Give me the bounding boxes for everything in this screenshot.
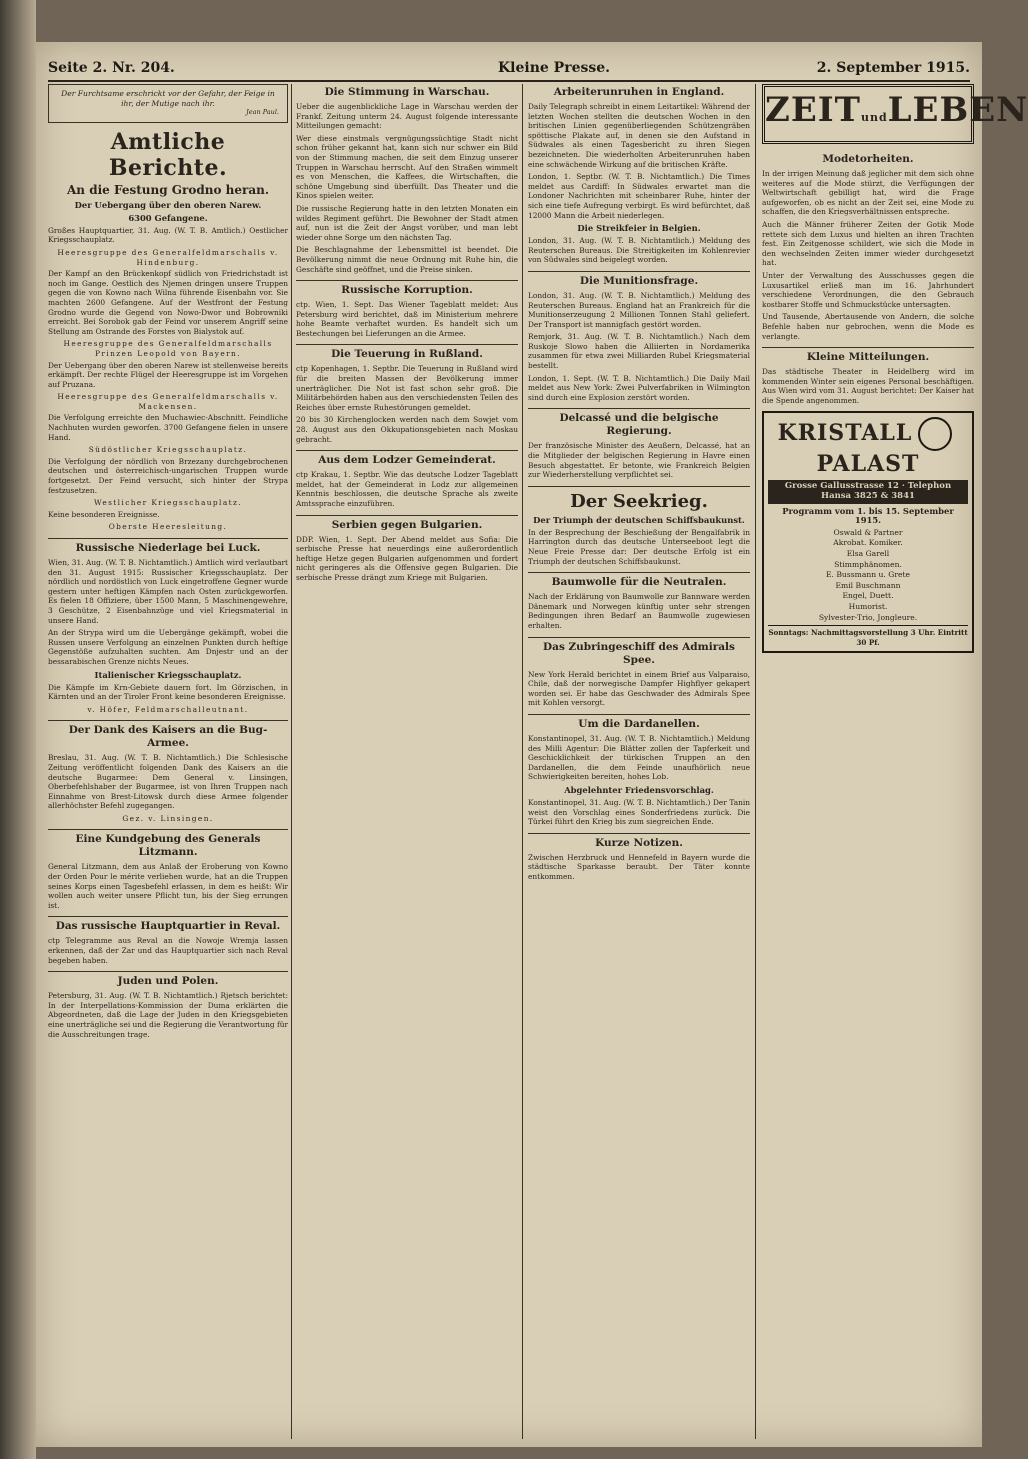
article-text: Wer diese einstmals vergnügungssüchtige Stadt nicht schon früher gekannt hat, kann sich nur schwer ein Bild von der Stimmung machen, die seit dem Einzug unserer Truppen in Warschau herrscht. Auf den Straßen wimmelt es von Menschen, die Kaffees, die Wirtschaften, die schöne Umgebung sind überfüllt. Das Theater und die Kinos spielen weiter. (296, 133, 518, 201)
article-text: Der Uebergang über den oberen Narew ist stellenweise bereits erkämpft. Der rechte Flügel der Heeresgruppe ist im Vorgehen auf Pruzana. (48, 360, 288, 389)
page-number: Seite 2. Nr. 204. (48, 60, 175, 76)
article-text: Daily Telegraph schreibt in einem Leitartikel: Während der letzten Wochen stellten die deutschen Wochen in den britischen Linien gegenüberliegenden Schützengräben spöttische Plakate auf, in denen sie den Aufstand in Südwales als einen Tagesbericht zu ihren Siegen bezeichneten. Die wiederholten Arbeiterunruhen haben eine schwächende Wirkung auf die britischen Kräfte. (528, 102, 750, 169)
headline: Juden und Polen. (48, 971, 288, 988)
zeit-und-leben-banner (762, 84, 1028, 144)
headline: Kurze Notizen. (528, 833, 750, 850)
headline: Die Teuerung in Rußland. (296, 344, 518, 361)
ad-line: Emil Buschmann (835, 580, 901, 590)
article-text: Die russische Regierung hatte in den letzten Monaten ein wildes Regiment geführt. Die Bewohner der Stadt atmen auf, nun ist die Zeit der Angst vorüber, und man lebt wieder ohne Sorge um den nächsten Tag. (296, 203, 518, 242)
article-text: In der Besprechung der Beschießung der Bengalfabrik in Harrington durch das deutsche Unterseeboot legt die Neue Freie Presse dar: Der deutsche Erfolg ist ein Triumph der deutschen Schiffsbaukunst. (528, 527, 750, 566)
article-text: ctp. Wien, 1. Sept. Das Wiener Tageblatt meldet: Aus Petersburg wird berichtet, daß im Ministerium mehrere hohe Beamte verhaftet wurden. Es handelt sich um Bestechungen bei Lieferungen an die Armee. (296, 300, 518, 338)
column-3 (528, 84, 750, 1439)
article-text: DDP. Wien, 1. Sept. Der Abend meldet aus Sofia: Die serbische Presse hat neuerdings eine außerordentlich heftige Hetze gegen Bulgarien aufgenommen und fordert nicht geringeres als die Offensive gegen Bulgarien. Die serbische Presse drängt zum Kriege mit Bulgarien. (296, 534, 518, 582)
article-text: London, 1. Septbr. (W. T. B. Nichtamtlich.) Die Times meldet aus Cardiff: In Südwales erwartet man die Londoner Nachrichten mit scheinbarer Ruhe, hinter der sich eine tiefe Aufregung verbirgt. Es wird befürchtet, daß 12000 Mann die Arbeit niederlegen. (528, 172, 750, 220)
article-text: Die Verfolgung erreichte den Muchawiec-Abschnitt. Feindliche Nachhuten wurden geworfen. 3700 Gefangene fielen in unsere Hand. (48, 413, 288, 442)
article-text: Ueber die augenblickliche Lage in Warschau werden der Frankf. Zeitung unterm 24. August folgende interessante Mitteilungen gemacht: (296, 102, 518, 131)
ad-line: Stimmphänomen. (834, 559, 902, 569)
article-text: Unter der Verwaltung des Ausschusses gegen die Luxusartikel erließ man im 16. Jahrhundert verschiedene Verordnungen, die den Gebrauch kostbarer Stoffe und Schmuckstücke untersagten. (762, 270, 974, 309)
subheadline: 6300 Gefangene. (128, 212, 208, 223)
ad-line: Elsa Garell (846, 549, 890, 559)
ad-line: Akrobat. Komiker. (833, 538, 903, 548)
signature: v. Höfer, Feldmarschalleutnant. (87, 704, 249, 714)
article-text: Die Verfolgung der nördlich von Brzezany durchgebrochenen deutschen und österreichisch-ungarischen Truppen wurde fortgesetzt. Der Feind versucht, sich hinter der Strypa festzusetzen. (48, 456, 288, 495)
article-text: General Litzmann, dem aus Anlaß der Eroberung von Kowno der Orden Pour le mérite verliehen wurde, hat an die Truppen seines Korps einen Tagesbefehl erlassen, in dem es heißt: Wir wollen auch weiter unsere Pflicht tun, bis der Sieg errungen ist. (48, 862, 288, 910)
article-text: Breslau, 31. Aug. (W. T. B. Nichtamtlich.) Die Schlesische Zeitung veröffentlicht folgenden Dank des Kaisers an die deutsche Bugarmee: Dem General v. Linsingen, Oberbefehlshaber der Bugarmee, ist von Ihren Truppen nach Einnahme von Brest-Litowsk durch diese Armee folgender allerhöchster Befehl zugegangen. (48, 753, 288, 811)
ad-address: Grosse Gallusstrasse 12 · Telephon Hansa 3825 & 3841 (768, 480, 968, 503)
subheadline: Der Uebergang über den oberen Narew. (74, 199, 262, 210)
headline: Serbien gegen Bulgarien. (296, 515, 518, 532)
article-text: Wien, 31. Aug. (W. T. B. Nichtamtlich.) Amtlich wird verlautbart den 31. August 1915: Russischer Kriegsschauplatz. Der nördlich und nordöstlich von Luck eingetroffene Gegner wurde gestern unter heftigen Kämpfen nach Osten zurückgeworfen. Es fielen 18 Offiziere, über 1500 Mann, 5 Maschinengewehre, 3 Geschütze, 2 Eisenbahnzüge und viel Kriegsmaterial in unsere Hand. (48, 558, 288, 625)
ad-line: Sylvester-Trio, Jongleure. (818, 612, 918, 622)
front-label: Heeresgruppe des Generalfeldmarschalls v. Mackensen. (57, 392, 279, 411)
article-text: Keine besonderen Ereignisse. (48, 509, 160, 519)
article-text: An der Strypa wird um die Uebergänge gekämpft, wobei die Russen unsere Verfolgung an einzelnen Punkten durch heftige Gegenstöße aufzuhalten suchten. Am Dnjestr und an der bessarabischen Grenze nichts Neues. (48, 628, 288, 666)
article-text: Die Beschlagnahme der Lebensmittel ist beendet. Die Bevölkerung nimmt die neue Ordnung mit Ruhe hin, die Geschäfte sind geöffnet, und die Preise sinken. (296, 245, 518, 274)
article-text: ctp Kopenhagen, 1. Septbr. Die Teuerung in Rußland wird für die breiten Massen der Bevölkerung immer unerträglicher. Die Not ist fast schon sehr groß. Die Militärbehörden haben aus den verschiedensten Teilen des Reiches über ernste Ruhestörungen gemeldet. (296, 364, 518, 412)
ad-line: Engel, Duett. (842, 591, 894, 601)
page-header (48, 58, 970, 82)
section-title: Amtliche Berichte. (108, 128, 228, 181)
headline: Das russische Hauptquartier in Reval. (48, 916, 288, 933)
ad-title-part: PALAST (816, 451, 920, 478)
headline: Die Munitionsfrage. (528, 271, 750, 288)
signature: Gez. v. Linsingen. (122, 813, 214, 823)
banner-word: ZEIT (765, 90, 861, 130)
headline: Baumwolle für die Neutralen. (528, 572, 750, 589)
article-text: Der französische Minister des Aeußern, Delcassé, hat an die Mitglieder der belgischen Regierung in Havre einen Besuch abgestattet. Er betonte, wie Frankreich Belgien zur Wiederherstellung verpflichtet sei. (528, 441, 750, 480)
article-text: Und Tausende, Abertausende von Andern, die solche Befehle haben nur gebrochen, wenn die Mode es verlangte. (762, 312, 974, 341)
headline: Delcassé und die belgische Regierung. (528, 408, 750, 438)
article-text: London, 1. Sept. (W. T. B. Nichtamtlich.) Die Daily Mail meldet aus New York: Zwei Pulverfabriken in Wilmington sind durch eine Explosion zerstört worden. (528, 373, 750, 402)
article-text: Die Kämpfe im Krn-Gebiete dauern fort. Im Görzischen, in Kärnten und an der Tiroler Front keine besonderen Ereignisse. (48, 682, 288, 702)
subheadline: Italienischer Kriegsschauplatz. (94, 669, 242, 680)
article-text: Zwischen Herzbruck und Hennefeld in Bayern wurde die städtische Sparkasse beraubt. Der Täter konnte entkommen. (528, 852, 750, 881)
article-text: London, 31. Aug. (W. T. B. Nichtamtlich.) Meldung des Reuterschen Bureaus. England hat an Frankreich für die Munitionserzeugung 2 Millionen Tonnen Stahl geliefert. Der Transport ist mannigfach gestört worden. (528, 290, 750, 329)
article-text: In der irrigen Meinung daß jeglicher mit dem sich ohne weiteres auf die Mode stürzt, die Verfügungen der Weltwirtschaft gebilligt hat, wird die Frage aufgeworfen, ob es nicht an der Zeit sei, eine Mode zu schaffen, die den Kriegsverhältnissen entspreche. (762, 169, 974, 217)
article-text: London, 31. Aug. (W. T. B. Nichtamtlich.) Meldung des Reuterschen Bureaus. Die Streitigkeiten im Kohlenrevier von Südwales sind beigelegt worden. (528, 236, 750, 265)
masthead: Kleine Presse. (498, 60, 611, 76)
ad-line: E. Bussmann u. Grete (825, 570, 910, 580)
column-rule (755, 84, 756, 1439)
front-label: Heeresgruppe des Generalfeldmarschalls v. Hindenburg. (57, 247, 279, 267)
article-text: New York Herald berichtet in einem Brief aus Valparaiso, Chile, daß der norwegische Dampfer Highflyer gekapert worden sei. Er habe das Geschwader des Admirals Spee mit Kohlen versorgt. (528, 669, 750, 708)
clock-icon (918, 417, 952, 451)
headline: Aus dem Lodzer Gemeinderat. (296, 450, 518, 467)
kristall-palast-ad (762, 411, 974, 653)
column-4 (762, 84, 1028, 1439)
ad-title (768, 417, 968, 477)
article-text: Remjork, 31. Aug. (W. T. B. Nichtamtlich.) Nach dem Ruskoje Slowo haben die Alliierten in Nordamerika zusammen für etwa zwei Milliarden Rubel Kriegsmaterial bestellt. (528, 332, 750, 371)
ad-line: Humorist. (848, 602, 888, 611)
headline: An die Festung Grodno heran. (66, 182, 270, 197)
subheadline: Die Streikfeier in Belgien. (577, 223, 701, 234)
book-binding (0, 0, 36, 1459)
headline: Kleine Mitteilungen. (762, 347, 974, 364)
subheadline: Der Triumph der deutschen Schiffsbaukunst. (533, 514, 745, 525)
motto-box (48, 84, 288, 123)
article-text: 20 bis 30 Kirchenglocken werden nach dem Sowjet vom 28. August aus den Okkupationsgebieten nach Moskau gebracht. (296, 415, 518, 444)
headline: Modetorheiten. (822, 153, 914, 165)
headline: Die Stimmung in Warschau. (324, 86, 490, 98)
article-text: Konstantinopel, 31. Aug. (W. T. B. Nichtamtlich.) Der Tanin weist den Vorschlag eines Sonderfriedens zurück. Die Türkei führt den Krieg bis zum siegreichen Ende. (528, 797, 750, 827)
headline-large: Der Seekrieg. (528, 486, 750, 513)
column-rule (291, 84, 292, 1439)
ad-program: Programm vom 1. bis 15. September 1915. (782, 505, 954, 526)
front-label: Heeresgruppe des Generalfeldmarschalls Prinzen Leopold von Bayern. (63, 339, 273, 358)
column-1 (48, 84, 288, 1439)
ad-title-part: KRISTALL (777, 420, 913, 447)
article-text: Konstantinopel, 31. Aug. (W. T. B. Nichtamtlich.) Meldung des Milli Agentur: Die Blätter zollen der Tapferkeit und Geschicklichkeit der türkischen Truppen an den Dardanellen, die dem Feinde unaufhörlich neue Schwierigkeiten bereiten, hohes Lob. (528, 733, 750, 782)
article-text: Der Kampf an den Brückenkopf südlich von Friedrichstadt ist noch im Gange. Oestlich des Njemen dringen unsere Truppen gegen die von Kowno nach Wilna führende Eisenbahn vor. Sie machten 2600 Gefangene. Auf der Westfront der Festung Grodno wurde die Gegend von Nowo-Dwor und Bobrowniki erreicht. Bei Sorobok gab der Feind vor unserem Angriff seine Stellung am Ostrande des Forstes von Bialystok auf. (48, 269, 288, 336)
headline: Das Zubringeschiff des Admirals Spee. (528, 637, 750, 667)
article-text: Großes Hauptquartier, 31. Aug. (W. T. B. Amtlich.) Oestlicher Kriegsschauplatz. (48, 225, 288, 245)
article-text: Das städtische Theater in Heidelberg wird im kommenden Winter sein eigenes Personal beschäftigen. Aus Wien wird vom 31. August berichtet: Der Kaiser hat die Spende angenommen. (762, 367, 974, 405)
column-rule (522, 84, 523, 1439)
banner-word: und (860, 111, 888, 124)
headline: Russische Korruption. (296, 280, 518, 297)
headline: Eine Kundgebung des Generals Litzmann. (48, 829, 288, 859)
ad-line: Oswald & Partner (833, 527, 903, 537)
date-line: 2. September 1915. (816, 60, 970, 76)
banner-word: LEBEN (887, 90, 1028, 130)
subheadline: Abgelehnter Friedensvorschlag. (564, 784, 714, 795)
column-2 (296, 84, 518, 1439)
article-text: Auch die Männer früherer Zeiten der Gotik Mode rettete sich dem Luxus und hielten an ihren Trachten fest. Ein Zeitgenosse schildert, wie sich die Mode in den wechselnden Zeiten immer wieder durchgesetzt hat. (762, 219, 974, 268)
ad-footer: Sonntags: Nachmittagsvorstellung 3 Uhr. Eintritt 30 Pf. (768, 625, 968, 647)
article-text: Petersburg, 31. Aug. (W. T. B. Nichtamtlich.) Rjetsch berichtet: In der Interpellations-Kommission der Duma erklärten die Abgeordneten, daß die Lage der Juden in den Kriegsgebieten eine unerträgliche sei und die Regierung die Verantwortung für die Ausschreitungen trage. (48, 991, 288, 1039)
article-text: ctp Krakau, 1. Septbr. Wie das deutsche Lodzer Tageblatt meldet, hat der Gemeinderat in Lodz zur allgemeinen Kenntnis beschlossen, die deutsche Sprache als zweite Amtssprache einzuführen. (296, 470, 518, 508)
article-text: ctp Telegramme aus Reval an die Nowoje Wremja lassen erkennen, daß der Zar und das Hauptquartier sich nach Reval begeben haben. (48, 936, 288, 965)
front-label: Südöstlicher Kriegsschauplatz. (88, 445, 248, 455)
headline: Der Dank des Kaisers an die Bug-Armee. (48, 720, 288, 750)
article-text: Nach der Erklärung von Baumwolle zur Bannware werden Dänemark und Norwegen künftig unter sehr strengen Bedingungen ihren Bedarf an Baumwolle zugewiesen erhalten. (528, 592, 750, 630)
headline: Arbeiterunruhen in England. (553, 86, 725, 98)
motto-author: Jean Paul. (246, 108, 279, 117)
motto-text: Der Furchtsame erschrickt vor der Gefahr, der Feige in ihr, der Mutige nach ihr. (61, 89, 275, 108)
headline: Russische Niederlage bei Luck. (48, 538, 288, 555)
signature: Oberste Heeresleitung. (108, 522, 228, 532)
headline: Um die Dardanellen. (528, 714, 750, 731)
front-label: Westlicher Kriegsschauplatz. (93, 498, 243, 508)
